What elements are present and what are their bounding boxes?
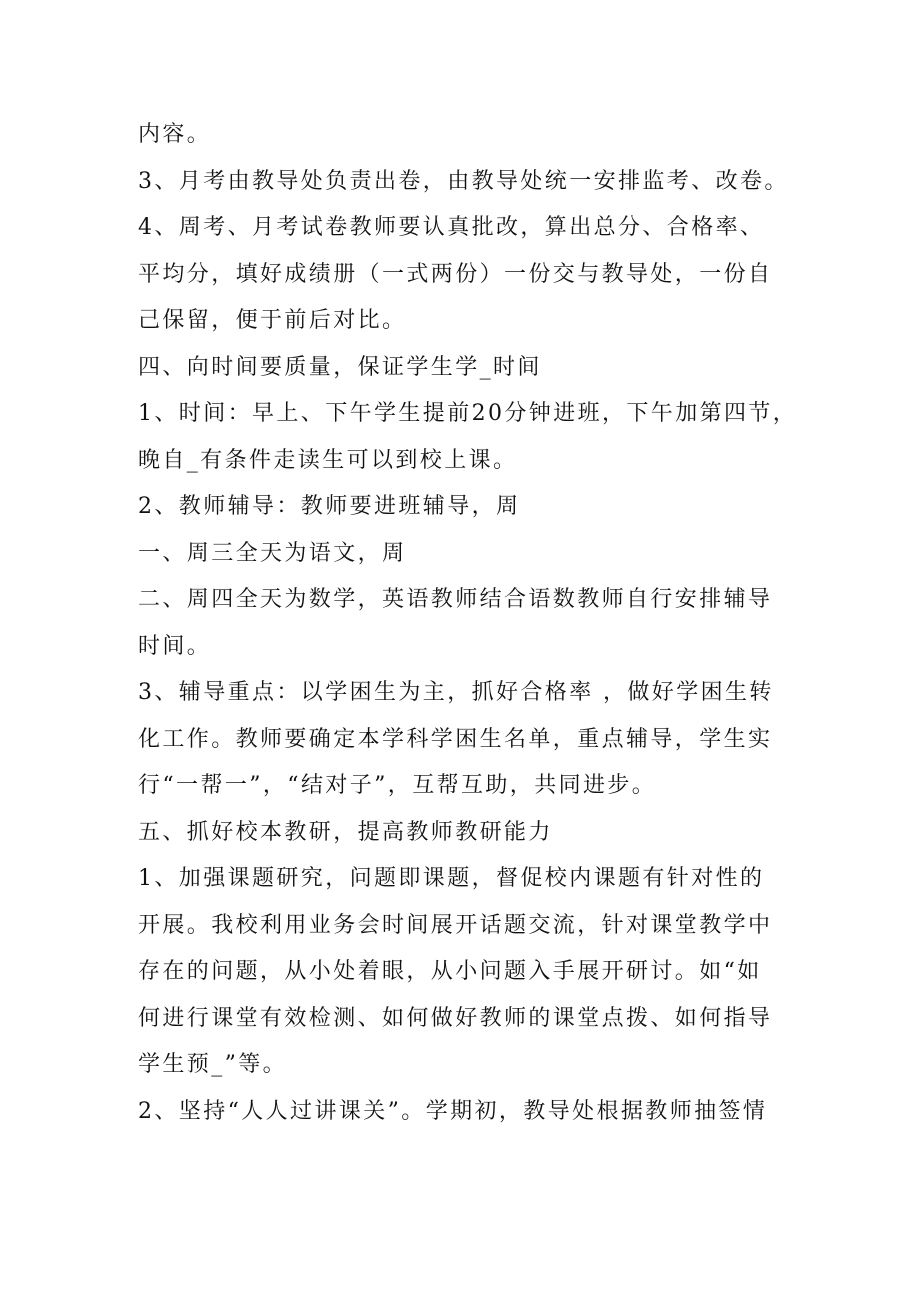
text-line: 2、坚持“人人过讲课关”。学期初，教导处根据教师抽签情 xyxy=(138,1098,768,1124)
section-heading: 四、向时间要质量，保证学生学_时间 xyxy=(138,354,542,380)
document-body xyxy=(138,112,818,1135)
text-line: 1、加强课题研究，问题即课题，督促校内课题有针对性的 xyxy=(138,866,765,891)
text-line: 化工作。教师要确定本学科学困生名单，重点辅导，学生实 xyxy=(138,726,773,752)
text-line: 1、时间：早上、下午学生提前20分钟进班，下午加第四节， xyxy=(138,401,798,426)
text-line: 2、教师辅导：教师要进班辅导，周 xyxy=(138,494,521,519)
text-line: 平均分，填好成绩册（一式两份）一份交与教导处，一份自 xyxy=(138,261,773,287)
text-line: 二、周四全天为数学，英语教师结合语数教师自行安排辅导 xyxy=(138,587,773,612)
text-line: 时间。 xyxy=(138,633,212,659)
text-line: 晚自_有条件走读生可以到校上课。 xyxy=(138,447,518,473)
text-line: 内容。 xyxy=(138,122,212,147)
text-line: 学生预_”等。 xyxy=(138,1052,288,1077)
text-line: 4、周考、月考试卷教师要认真批改，算出总分、合格率、 xyxy=(138,215,765,240)
text-line: 行“一帮一”，“结对子”，互帮互助，共同进步。 xyxy=(138,773,657,798)
text-line: 3、月考由教导处负责出卷，由教导处统一安排监考、改卷。 xyxy=(138,168,789,194)
text-line: 一、周三全天为语文，周 xyxy=(138,540,407,566)
text-line: 开展。我校利用业务会时间展开话题交流，针对课堂教学中 xyxy=(138,912,773,938)
text-line: 何进行课堂有效检测、如何做好教师的课堂点拨、如何指导 xyxy=(138,1005,773,1031)
text-line: 存在的问题，从小处着眼，从小问题入手展开研讨。如“如 xyxy=(138,959,762,984)
text-line: 3、辅导重点：以学困生为主，抓好合格率 ，做好学困生转 xyxy=(138,680,774,705)
section-heading: 五、抓好校本教研，提高教师教研能力 xyxy=(138,819,553,845)
text-line: 己保留，便于前后对比。 xyxy=(138,308,407,333)
